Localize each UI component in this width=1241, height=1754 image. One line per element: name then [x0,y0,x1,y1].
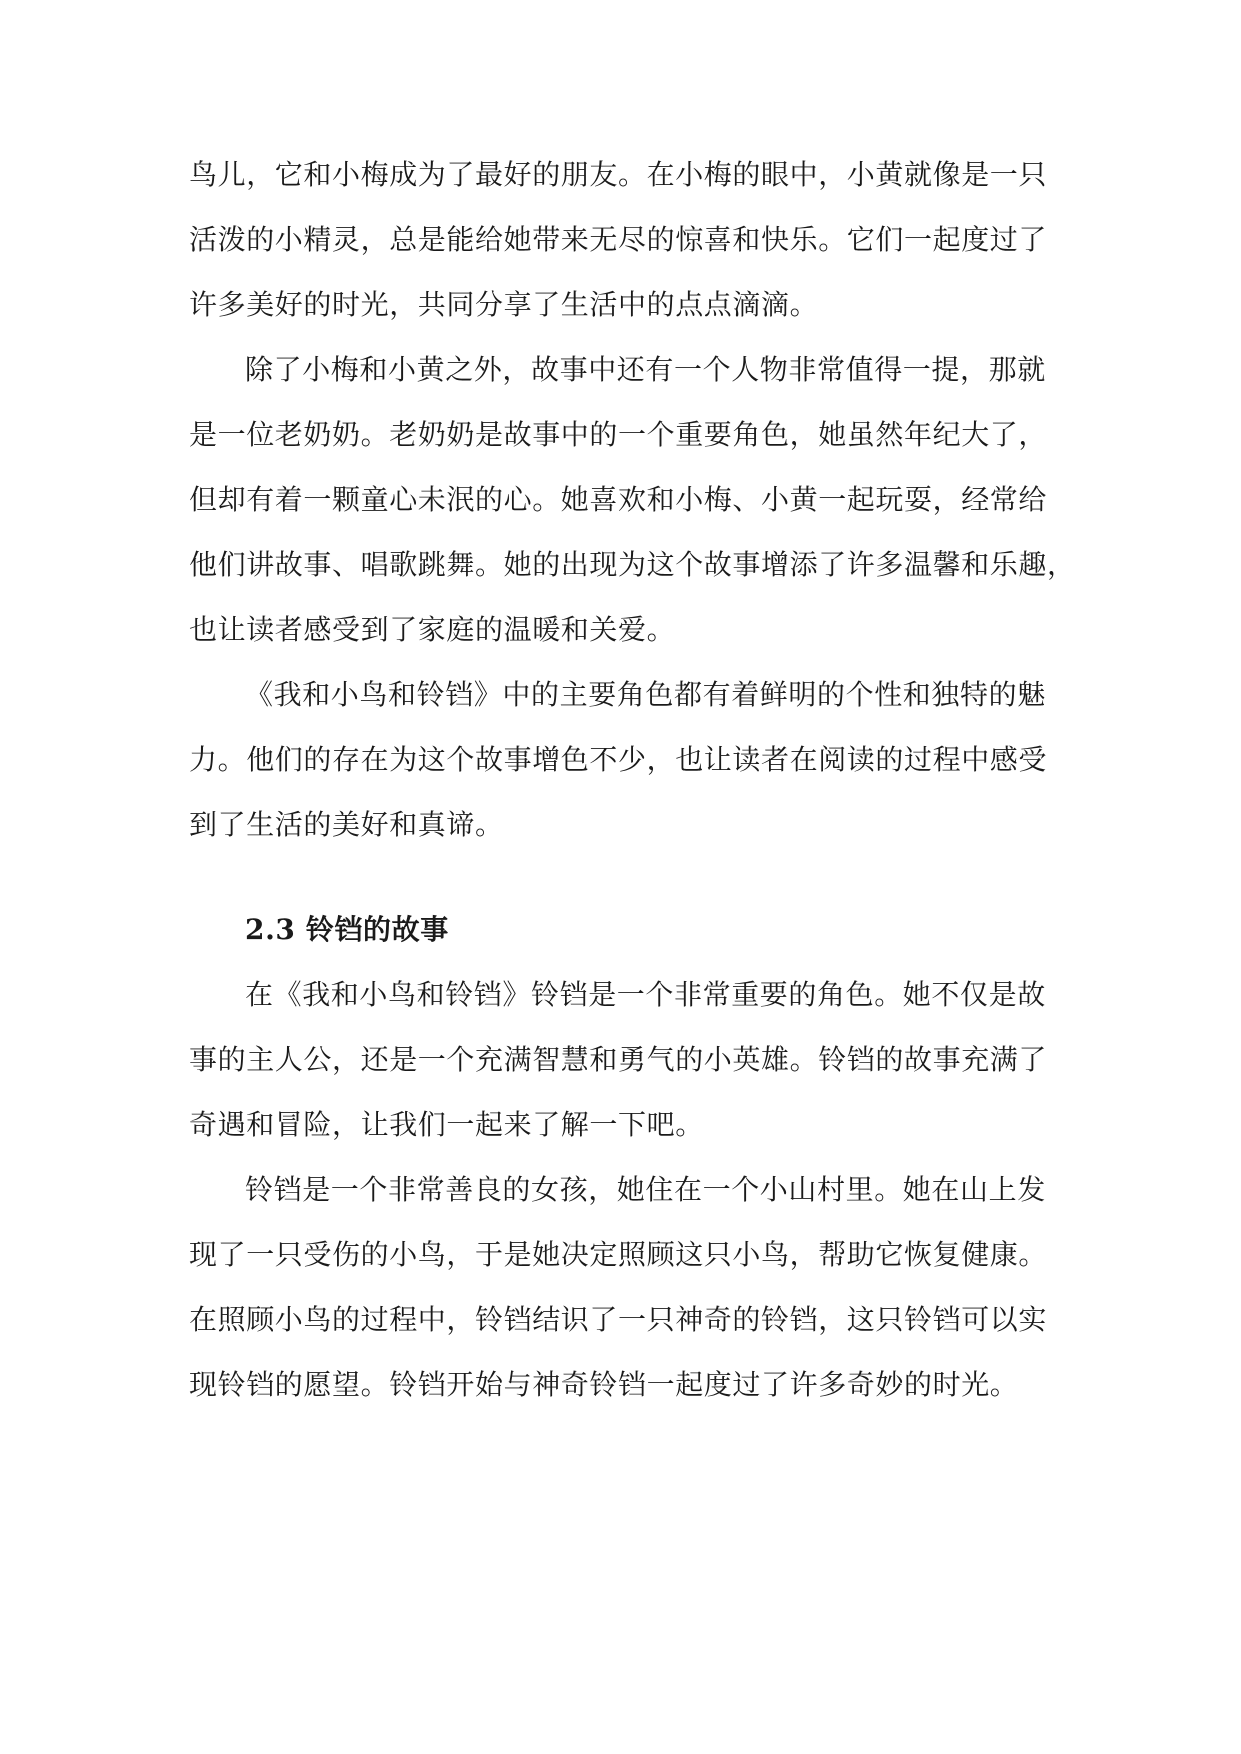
paragraph [189,1157,1055,1417]
text-line: 也让读者感受到了家庭的温暖和关爱。 [189,613,676,646]
paragraph [189,142,1055,337]
text-line: 除了小梅和小黄之外，故事中还有一个人物非常值得一提，那就 [245,353,1046,386]
text-line: 到了生活的美好和真谛。 [189,808,504,841]
section-heading: 2.3 铃铛的故事 [245,913,449,946]
text-line: 现铃铛的愿望。铃铛开始与神奇铃铛一起度过了许多奇妙的时光。 [189,1368,1019,1401]
document-body [189,142,1076,1417]
text-line: 力。他们的存在为这个故事增色不少，也让读者在阅读的过程中感受 [189,743,1048,776]
section-spacer [189,857,1055,897]
text-line: 事的主人公，还是一个充满智慧和勇气的小英雄。铃铛的故事充满了 [189,1043,1048,1076]
paragraph [189,662,1055,857]
paragraph [189,962,1055,1157]
text-line: 鸟儿，它和小梅成为了最好的朋友。在小梅的眼中，小黄就像是一只 [189,158,1048,191]
text-line: 他们讲故事、唱歌跳舞。她的出现为这个故事增添了许多温馨和乐趣， [189,548,1076,581]
text-line: 在《我和小鸟和铃铛》铃铛是一个非常重要的角色。她不仅是故 [245,978,1046,1011]
text-line: 现了一只受伤的小鸟，于是她决定照顾这只小鸟，帮助它恢复健康。 [189,1238,1048,1271]
text-line: 铃铛是一个非常善良的女孩，她住在一个小山村里。她在山上发 [245,1173,1046,1206]
text-line: 在照顾小鸟的过程中，铃铛结识了一只神奇的铃铛，这只铃铛可以实 [189,1303,1048,1336]
text-line: 但却有着一颗童心未泯的心。她喜欢和小梅、小黄一起玩耍，经常给 [189,483,1048,516]
text-line: 许多美好的时光，共同分享了生活中的点点滴滴。 [189,288,819,321]
text-line: 活泼的小精灵，总是能给她带来无尽的惊喜和快乐。它们一起度过了 [189,223,1048,256]
text-line: 《我和小鸟和铃铛》中的主要角色都有着鲜明的个性和独特的魅 [245,678,1046,711]
text-line: 奇遇和冒险，让我们一起来了解一下吧。 [189,1108,704,1141]
text-line: 是一位老奶奶。老奶奶是故事中的一个重要角色，她虽然年纪大了， [189,418,1048,451]
paragraph [189,337,1076,662]
